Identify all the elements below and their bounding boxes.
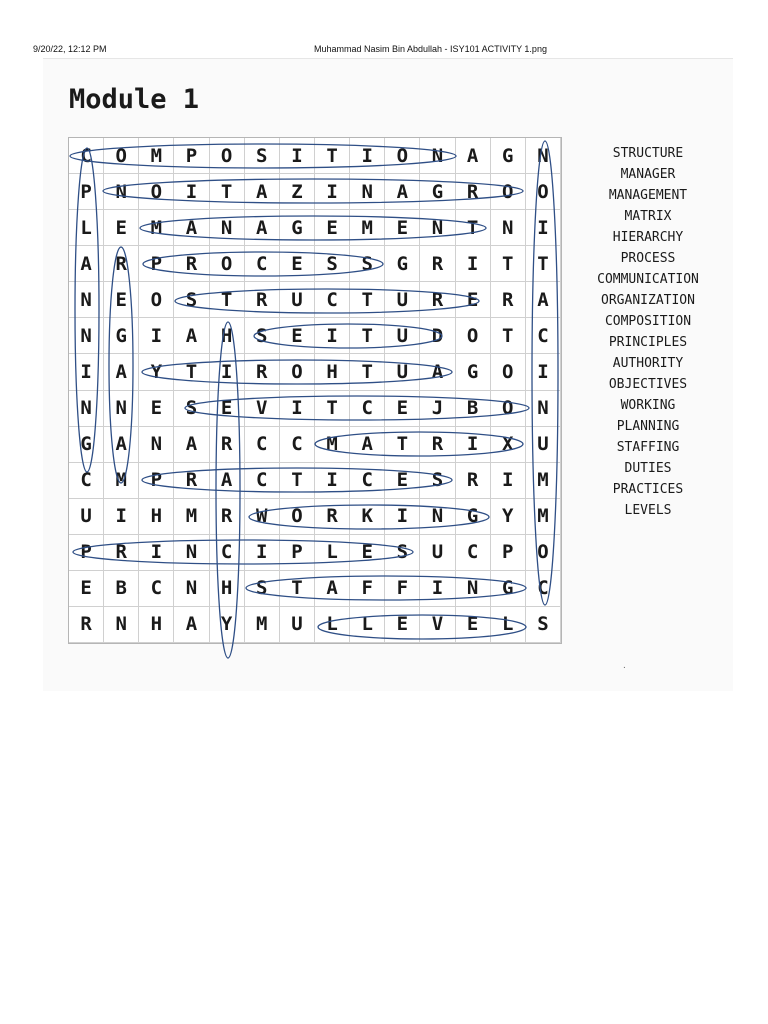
grid-letter: C — [315, 282, 350, 318]
grid-letter: Y — [210, 607, 245, 643]
grid-letter: A — [104, 354, 139, 390]
grid-letter: C — [69, 138, 104, 174]
grid-letter: I — [104, 499, 139, 535]
grid-letter: E — [385, 391, 420, 427]
grid-letter: I — [139, 318, 174, 354]
grid-letter: M — [139, 138, 174, 174]
grid-letter: O — [526, 535, 561, 571]
grid-letter: T — [280, 463, 315, 499]
grid-letter: O — [456, 318, 491, 354]
grid-letter: G — [491, 571, 526, 607]
grid-letter: R — [210, 499, 245, 535]
grid-letter: E — [315, 210, 350, 246]
grid-letter: U — [385, 318, 420, 354]
grid-letter: T — [174, 354, 209, 390]
word-list-item: STAFFING — [616, 440, 680, 455]
grid-letter: F — [385, 571, 420, 607]
grid-letter: A — [210, 463, 245, 499]
grid-letter: E — [350, 535, 385, 571]
grid-letter: N — [104, 607, 139, 643]
grid-letter: H — [139, 499, 174, 535]
grid-letter: C — [210, 535, 245, 571]
print-document-title: Muhammad Nasim Bin Abdullah - ISY101 ACTIVITY 1.png — [314, 44, 547, 54]
grid-letter: N — [69, 391, 104, 427]
print-header — [0, 44, 768, 58]
grid-letter: R — [245, 282, 280, 318]
grid-letter: R — [420, 246, 455, 282]
grid-letter: O — [385, 138, 420, 174]
grid-letter: S — [245, 138, 280, 174]
module-title: Module 1 — [69, 84, 200, 115]
grid-letter: T — [456, 210, 491, 246]
grid-letter: R — [420, 427, 455, 463]
grid-letter: Y — [139, 354, 174, 390]
grid-letter: U — [385, 282, 420, 318]
grid-letter: C — [139, 571, 174, 607]
grid-letter: S — [245, 318, 280, 354]
word-list-item: MANAGEMENT — [608, 188, 688, 203]
grid-letter: R — [491, 282, 526, 318]
grid-letter: I — [350, 138, 385, 174]
grid-letter: T — [280, 571, 315, 607]
word-list-item: MANAGER — [620, 167, 676, 182]
grid-letter: G — [491, 138, 526, 174]
word-list-item: AUTHORITY — [612, 356, 684, 371]
grid-letter: C — [69, 463, 104, 499]
grid-letter: V — [245, 391, 280, 427]
grid-letter: R — [174, 246, 209, 282]
grid-letter: E — [210, 391, 245, 427]
grid-letter: A — [174, 210, 209, 246]
grid-letter: I — [491, 463, 526, 499]
grid-letter: O — [210, 246, 245, 282]
grid-letter: R — [420, 282, 455, 318]
grid-letter: N — [69, 318, 104, 354]
grid-letter: P — [69, 535, 104, 571]
grid-letter: S — [385, 535, 420, 571]
grid-letter: I — [526, 354, 561, 390]
grid-letter: S — [350, 246, 385, 282]
grid-letter: L — [350, 607, 385, 643]
grid-letter: A — [104, 427, 139, 463]
grid-letter: I — [139, 535, 174, 571]
grid-letter: I — [174, 174, 209, 210]
grid-letter: H — [139, 607, 174, 643]
grid-letter: C — [526, 571, 561, 607]
grid-letter: G — [456, 354, 491, 390]
grid-letter: M — [245, 607, 280, 643]
grid-letter: G — [104, 318, 139, 354]
grid-letter: U — [280, 607, 315, 643]
grid-letter: N — [104, 391, 139, 427]
grid-letter: E — [385, 607, 420, 643]
grid-letter: A — [526, 282, 561, 318]
grid-letter: E — [280, 246, 315, 282]
word-list-item: ORGANIZATION — [601, 293, 695, 308]
grid-letter: A — [350, 427, 385, 463]
grid-letter: T — [315, 391, 350, 427]
grid-letter: N — [491, 210, 526, 246]
grid-letter: T — [350, 354, 385, 390]
grid-letter: L — [69, 210, 104, 246]
grid-letter: M — [174, 499, 209, 535]
grid-letter: M — [139, 210, 174, 246]
grid-letter: P — [174, 138, 209, 174]
grid-letter: W — [245, 499, 280, 535]
grid-letter: M — [104, 463, 139, 499]
print-datetime: 9/20/22, 12:12 PM — [33, 44, 107, 54]
grid-letter: I — [456, 246, 491, 282]
grid-letter: T — [315, 138, 350, 174]
grid-letter: G — [420, 174, 455, 210]
grid-letter: G — [69, 427, 104, 463]
grid-letter: I — [210, 354, 245, 390]
grid-letter: A — [174, 607, 209, 643]
grid-letter: U — [280, 282, 315, 318]
grid-letter: I — [280, 391, 315, 427]
grid-letter: E — [385, 463, 420, 499]
grid-letter: O — [139, 174, 174, 210]
grid-letter: N — [456, 571, 491, 607]
grid-letter: A — [174, 318, 209, 354]
grid-letter: C — [245, 246, 280, 282]
grid-letter: E — [456, 607, 491, 643]
word-list-item: MATRIX — [624, 209, 672, 224]
grid-letter: X — [491, 427, 526, 463]
grid-letter: N — [420, 499, 455, 535]
grid-letter: U — [526, 427, 561, 463]
word-list-item: PLANNING — [616, 419, 680, 434]
grid-letter: I — [245, 535, 280, 571]
word-list-item: WORKING — [620, 398, 676, 413]
grid-letter: N — [69, 282, 104, 318]
grid-letter: H — [210, 571, 245, 607]
grid-letter: B — [456, 391, 491, 427]
grid-letter: E — [280, 318, 315, 354]
grid-letter: I — [315, 463, 350, 499]
grid-letter: R — [69, 607, 104, 643]
grid-letter: R — [245, 354, 280, 390]
grid-letter: A — [245, 174, 280, 210]
word-list-item: HIERARCHY — [612, 230, 684, 245]
word-list-item: LEVELS — [624, 503, 672, 518]
grid-letter: C — [245, 463, 280, 499]
grid-letter: U — [420, 535, 455, 571]
grid-letter: S — [420, 463, 455, 499]
grid-letter: H — [315, 354, 350, 390]
grid-letter: L — [315, 607, 350, 643]
grid-letter: R — [456, 463, 491, 499]
grid-letter: C — [350, 463, 385, 499]
grid-letter: T — [210, 174, 245, 210]
grid-letter: N — [420, 210, 455, 246]
grid-letter: O — [491, 174, 526, 210]
grid-letter: S — [315, 246, 350, 282]
grid-letter: V — [420, 607, 455, 643]
grid-letter: I — [315, 318, 350, 354]
grid-letter: O — [210, 138, 245, 174]
grid-letter: A — [420, 354, 455, 390]
grid-letter: A — [174, 427, 209, 463]
grid-letter: I — [526, 210, 561, 246]
grid-letter: E — [385, 210, 420, 246]
grid-letter: Y — [491, 499, 526, 535]
grid-letter: I — [69, 354, 104, 390]
grid-letter: H — [210, 318, 245, 354]
grid-letter: M — [526, 499, 561, 535]
grid-letter: G — [280, 210, 315, 246]
grid-letter: A — [245, 210, 280, 246]
grid-letter: N — [174, 535, 209, 571]
grid-letter: N — [139, 427, 174, 463]
grid-letter: L — [491, 607, 526, 643]
grid-letter: E — [104, 282, 139, 318]
grid-letter: T — [491, 318, 526, 354]
word-list-item: OBJECTIVES — [608, 377, 688, 392]
grid-letter: O — [280, 499, 315, 535]
grid-letter: E — [104, 210, 139, 246]
grid-letter: C — [245, 427, 280, 463]
grid-letter: P — [491, 535, 526, 571]
grid-letter: O — [104, 138, 139, 174]
grid-letter: C — [280, 427, 315, 463]
grid-letter: K — [350, 499, 385, 535]
grid-letter: C — [526, 318, 561, 354]
grid-letter: I — [456, 427, 491, 463]
grid-letter: I — [280, 138, 315, 174]
grid-letter: O — [139, 282, 174, 318]
word-list-item: STRUCTURE — [612, 146, 684, 161]
grid-letter: Z — [280, 174, 315, 210]
grid-letter: O — [491, 354, 526, 390]
grid-letter: U — [69, 499, 104, 535]
word-list — [580, 145, 716, 523]
grid-letter: P — [280, 535, 315, 571]
grid-letter: D — [420, 318, 455, 354]
grid-letter: E — [456, 282, 491, 318]
grid-letter: T — [526, 246, 561, 282]
grid-letter: S — [174, 391, 209, 427]
word-list-item: PRACTICES — [612, 482, 684, 497]
grid-letter: I — [420, 571, 455, 607]
word-list-item: COMMUNICATION — [597, 272, 699, 287]
grid-letter: R — [104, 535, 139, 571]
grid-letter: J — [420, 391, 455, 427]
grid-letter: E — [69, 571, 104, 607]
grid-letter: N — [526, 138, 561, 174]
grid-letter: M — [526, 463, 561, 499]
grid-letter: G — [456, 499, 491, 535]
grid-letter: O — [280, 354, 315, 390]
stray-mark: . — [623, 660, 626, 671]
grid-letter: N — [526, 391, 561, 427]
grid-letter: T — [491, 246, 526, 282]
grid-letter: M — [315, 427, 350, 463]
grid-letter: N — [210, 210, 245, 246]
grid-letter: S — [245, 571, 280, 607]
grid-letter: A — [456, 138, 491, 174]
grid-letter: O — [526, 174, 561, 210]
grid-letter: O — [491, 391, 526, 427]
grid-letter: T — [350, 318, 385, 354]
grid-letter: R — [456, 174, 491, 210]
grid-letter: A — [315, 571, 350, 607]
grid-letter: N — [174, 571, 209, 607]
grid-letter: U — [385, 354, 420, 390]
grid-letter: R — [104, 246, 139, 282]
word-search-grid — [68, 137, 562, 644]
grid-letter: P — [139, 463, 174, 499]
grid-letter: T — [210, 282, 245, 318]
grid-letter: F — [350, 571, 385, 607]
grid-letter: S — [526, 607, 561, 643]
grid-letter: R — [174, 463, 209, 499]
grid-letter: I — [315, 174, 350, 210]
grid-letter: A — [69, 246, 104, 282]
grid-letter: R — [210, 427, 245, 463]
grid-letter: E — [139, 391, 174, 427]
grid-letter: L — [315, 535, 350, 571]
grid-letter: N — [420, 138, 455, 174]
grid-letter: G — [385, 246, 420, 282]
grid-letter: T — [350, 282, 385, 318]
grid-letter: I — [385, 499, 420, 535]
word-list-item: PROCESS — [620, 251, 676, 266]
grid-letter: S — [174, 282, 209, 318]
word-list-item: DUTIES — [624, 461, 672, 476]
grid-letter: B — [104, 571, 139, 607]
grid-letter: C — [456, 535, 491, 571]
grid-letter: M — [350, 210, 385, 246]
grid-letter: T — [385, 427, 420, 463]
word-list-item: COMPOSITION — [604, 314, 692, 329]
grid-letter: A — [385, 174, 420, 210]
word-list-item: PRINCIPLES — [608, 335, 688, 350]
grid-letter: P — [139, 246, 174, 282]
grid-letter: R — [315, 499, 350, 535]
grid-letter: N — [350, 174, 385, 210]
grid-letter: N — [104, 174, 139, 210]
grid-letter: P — [69, 174, 104, 210]
grid-letter: C — [350, 391, 385, 427]
